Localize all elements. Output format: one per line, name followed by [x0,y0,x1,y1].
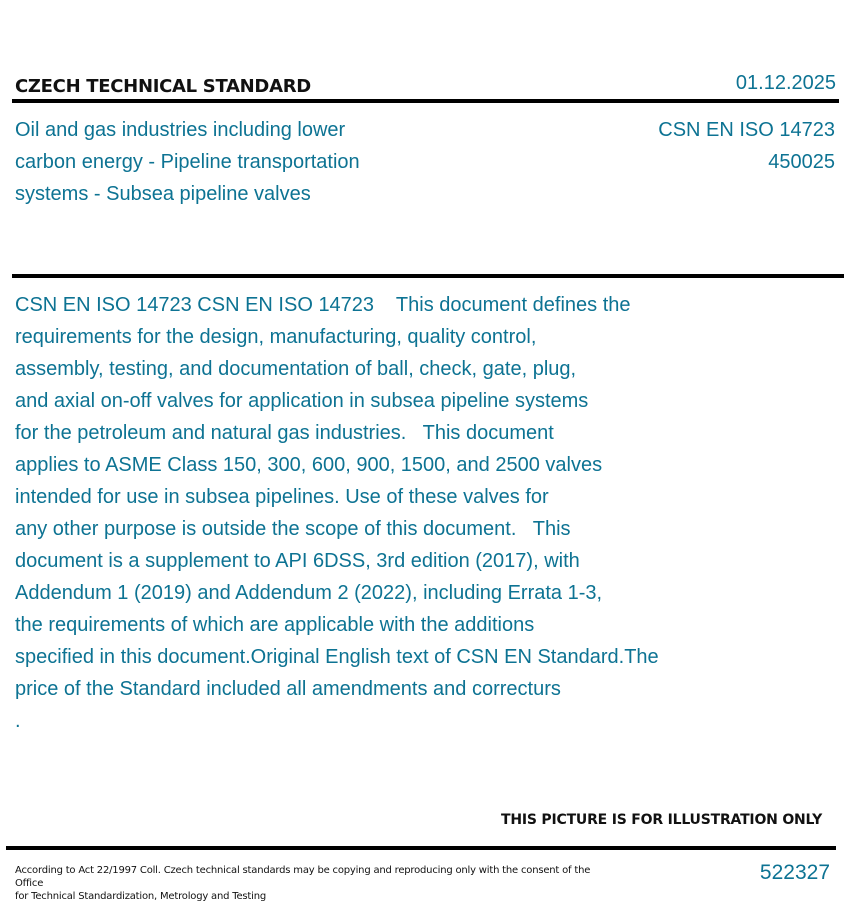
product-number: 522327 [759,861,830,884]
document-abstract [15,289,715,737]
abstract-line: and axial on-off valves for application in subsea pipeline systems [15,390,589,412]
standard-identifiers [658,114,835,178]
standard-type-heading: CZECH TECHNICAL STANDARD [15,76,311,97]
abstract-line: assembly, testing, and documentation of ball, check, gate, plug, [15,358,577,380]
publication-date: 01.12.2025 [735,72,836,94]
header-divider [12,99,839,103]
abstract-line: intended for use in subsea pipelines. Use of these valves for [15,486,549,508]
abstract-line: requirements for the design, manufacturing, quality control, [15,326,537,348]
title-line: carbon energy - Pipeline transportation [15,151,360,173]
abstract-line: applies to ASME Class 150, 300, 600, 900, 1500, and 2500 valves [15,454,603,476]
document-title [15,114,435,210]
abstract-line: for the petroleum and natural gas industries. This document [15,422,554,444]
catalog-number: 450025 [768,151,835,173]
abstract-line: price of the Standard included all amendments and correcturs [15,678,561,700]
title-divider [12,274,844,278]
abstract-line: . [15,710,21,732]
footer-divider [6,846,836,850]
legal-line: According to Act 22/1997 Coll. Czech technical standards may be copying and reproducing only with the consent of the Office [15,865,591,889]
abstract-line: specified in this document.Original English text of CSN EN Standard.The [15,646,659,668]
legal-notice [15,864,595,903]
legal-line: for Technical Standardization, Metrology and Testing [15,891,266,902]
abstract-line: document is a supplement to API 6DSS, 3rd edition (2017), with [15,550,580,572]
abstract-line: the requirements of which are applicable with the additions [15,614,535,636]
abstract-line: any other purpose is outside the scope of this document. This [15,518,571,540]
abstract-line: CSN EN ISO 14723 CSN EN ISO 14723 This document defines the [15,294,631,316]
title-line: Oil and gas industries including lower [15,119,346,141]
title-line: systems - Subsea pipeline valves [15,183,311,205]
standard-number: CSN EN ISO 14723 [658,119,835,141]
illustration-disclaimer: THIS PICTURE IS FOR ILLUSTRATION ONLY [501,812,823,828]
abstract-line: Addendum 1 (2019) and Addendum 2 (2022), including Errata 1-3, [15,582,603,604]
